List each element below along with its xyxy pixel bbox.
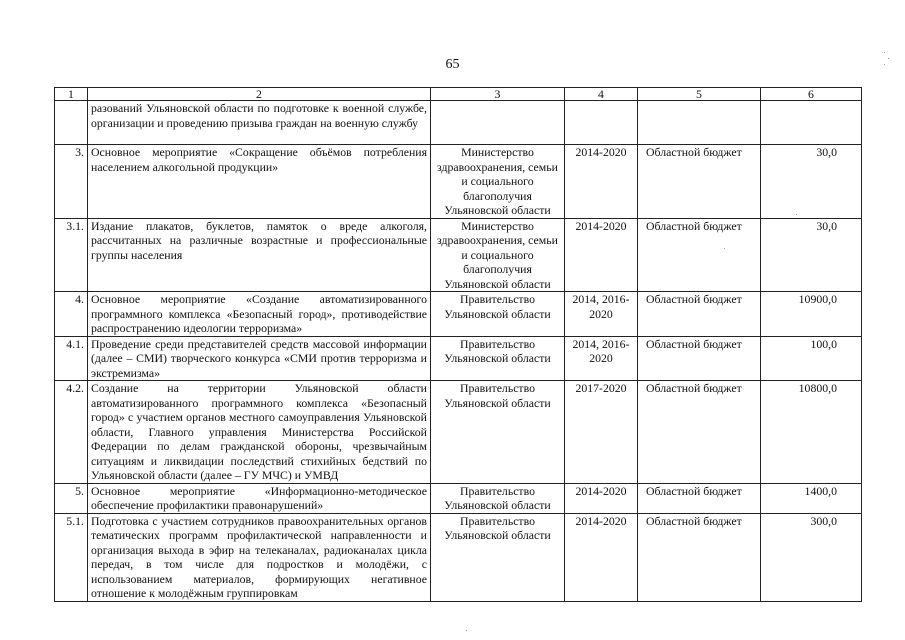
row-years: 2014, 2016-2020: [565, 292, 638, 337]
row-amount: [761, 101, 862, 145]
row-number: [55, 101, 88, 145]
program-table: [54, 87, 862, 602]
row-amount: 30,0: [761, 145, 862, 219]
row-funding-source: Областной бюджет: [638, 483, 761, 513]
row-description: Основное мероприятие «Сокращение объёмов потребления населением алкогольной продукции»: [88, 145, 431, 219]
row-description: Основное мероприятие «Информационно-методическое обеспечение профилактики правонарушений»: [88, 483, 431, 513]
row-years: 2014-2020: [565, 483, 638, 513]
page-number: 65: [445, 57, 460, 72]
column-header: 3: [431, 88, 565, 101]
row-number: 4.1.: [55, 336, 88, 381]
row-executor: [431, 101, 565, 145]
table-row: [55, 381, 862, 484]
row-years: [565, 101, 638, 145]
row-funding-source: Областной бюджет: [638, 513, 761, 601]
scan-speck: [884, 64, 885, 65]
row-executor: Правительство Ульяновской области: [431, 483, 565, 513]
column-header: 1: [55, 88, 88, 101]
row-description: Проведение среди представителей средств массовой информации (далее – СМИ) творческого конкурса «СМИ против терроризма и экстремизма»: [88, 336, 431, 381]
row-description: Издание плакатов, буклетов, памяток о вреде алкоголя, рассчитанных на различные возрастные и профессиональные группы населения: [88, 218, 431, 292]
table-row: [55, 483, 862, 513]
scan-speck: [888, 58, 889, 59]
row-years: 2014-2020: [565, 218, 638, 292]
row-amount: 30,0: [761, 218, 862, 292]
table-row: [55, 218, 862, 292]
row-amount: 10800,0: [761, 381, 862, 484]
table-row: [55, 292, 862, 337]
row-executor: Правительство Ульяновской области: [431, 292, 565, 337]
row-executor: Министерство здравоохранения, семьи и социального благополучия Ульяновской области: [431, 218, 565, 292]
table-row: [55, 101, 862, 145]
row-years: 2014-2020: [565, 145, 638, 219]
scan-speck: [884, 52, 885, 53]
row-amount: 300,0: [761, 513, 862, 601]
column-header: 5: [638, 88, 761, 101]
row-description: Подготовка с участием сотрудников правоохранительных органов тематических программ профилактической направленности и организация выхода в эфир на телеканалах, радиоканалах цикла передач, в том числе для подростков и молодёжи, с использованием материалов, формирующих негативное отношение к молодёжным группировкам: [88, 513, 431, 601]
row-number: 5.: [55, 483, 88, 513]
scan-speck: [466, 630, 467, 631]
row-years: 2014-2020: [565, 513, 638, 601]
row-years: 2017-2020: [565, 381, 638, 484]
column-number-row: [55, 88, 862, 101]
row-executor: Министерство здравоохранения, семьи и социального благополучия Ульяновской области: [431, 145, 565, 219]
row-funding-source: Областной бюджет: [638, 336, 761, 381]
row-funding-source: Областной бюджет: [638, 218, 761, 292]
row-executor: Правительство Ульяновской области: [431, 513, 565, 601]
table-row: [55, 336, 862, 381]
row-funding-source: Областной бюджет: [638, 145, 761, 219]
row-amount: 100,0: [761, 336, 862, 381]
column-header: 4: [565, 88, 638, 101]
row-years: 2014, 2016-2020: [565, 336, 638, 381]
row-amount: 1400,0: [761, 483, 862, 513]
row-amount: 10900,0: [761, 292, 862, 337]
table-row: [55, 145, 862, 219]
row-description: Создание на территории Ульяновской области автоматизированного программного комплекса «Безопасный город» с участием органов местного самоуправления Ульяновской области, Главного управления Министерства Российской Федерации по делам гражданской обороны, чрезвычайным ситуациям и ликвидации последствий стихийных бедствий по Ульяновской области (далее – ГУ МЧС) и УМВД: [88, 381, 431, 484]
column-header: 6: [761, 88, 862, 101]
row-number: 3.1.: [55, 218, 88, 292]
row-executor: Правительство Ульяновской области: [431, 381, 565, 484]
row-number: 5.1.: [55, 513, 88, 601]
row-description: Основное мероприятие «Создание автоматизированного программного комплекса «Безопасный город», противодействие распространению идеологии терроризма»: [88, 292, 431, 337]
scan-speck: [724, 248, 725, 249]
row-executor: Правительство Ульяновской области: [431, 336, 565, 381]
row-funding-source: [638, 101, 761, 145]
column-header: 2: [88, 88, 431, 101]
row-funding-source: Областной бюджет: [638, 292, 761, 337]
row-funding-source: Областной бюджет: [638, 381, 761, 484]
row-number: 3.: [55, 145, 88, 219]
row-number: 4.2.: [55, 381, 88, 484]
row-description: разований Ульяновской области по подготовке к военной службе, организации и проведению призыва граждан на военную службу: [88, 101, 431, 145]
row-number: 4.: [55, 292, 88, 337]
table-row: [55, 513, 862, 601]
scan-speck: [796, 214, 797, 215]
